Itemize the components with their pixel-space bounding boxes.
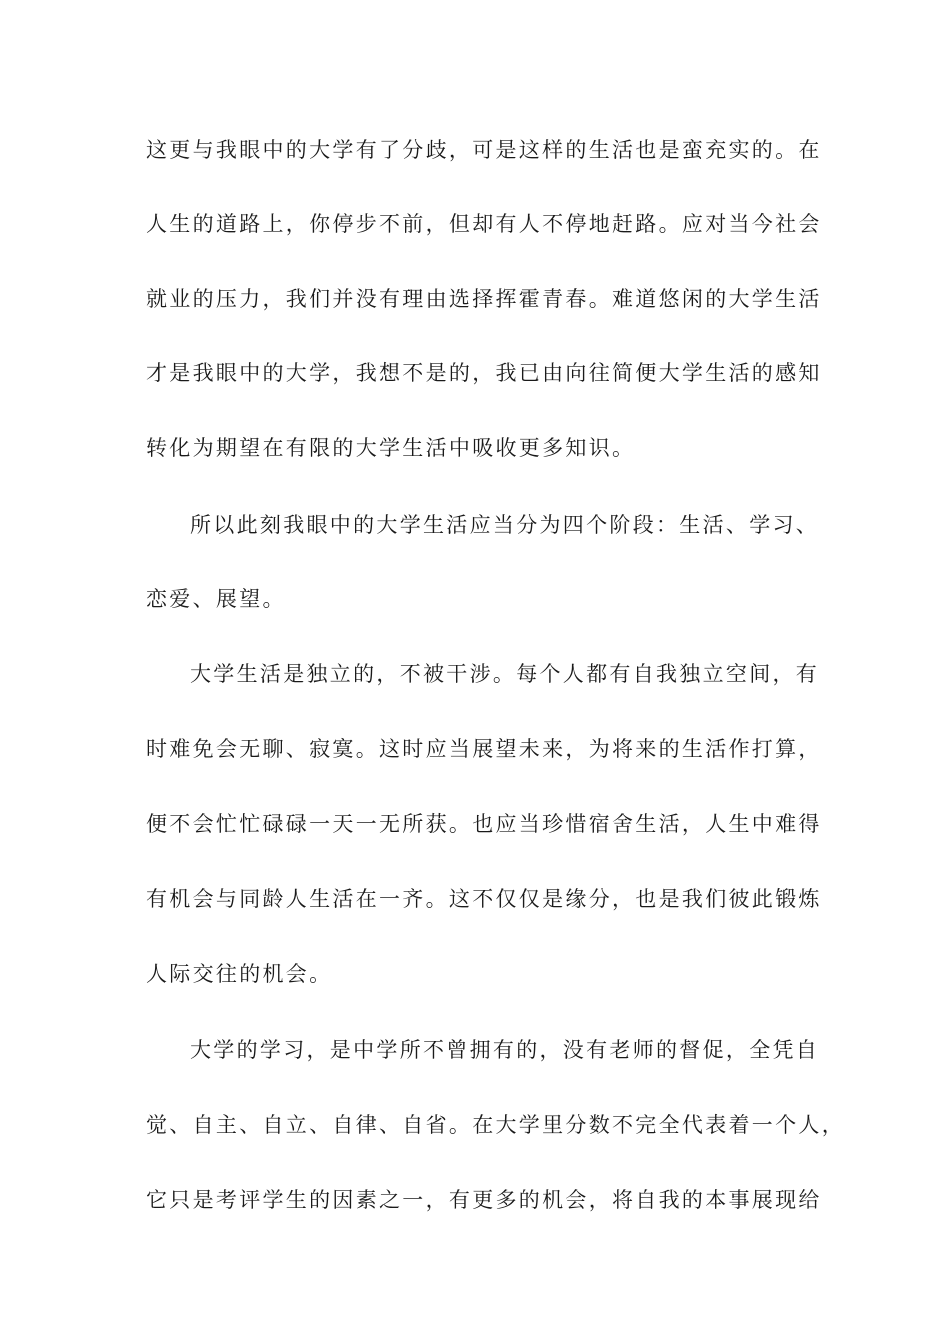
text-line: 才是我眼中的大学，我想不是的，我已由向往简便大学生活的感知 [146,361,822,385]
text-line: 人际交往的机会。 [146,962,333,986]
text-line: 时难免会无聊、寂寞。这时应当展望未来，为将来的生活作打算， [146,737,822,761]
text-line: 便不会忙忙碌碌一天一无所获。也应当珍惜宿舍生活，人生中难得 [146,812,822,836]
text-line: 就业的压力，我们并没有理由选择挥霍青春。难道悠闲的大学生活 [146,287,822,311]
text-line: 恋爱、展望。 [146,587,286,611]
text-line: 转化为期望在有限的大学生活中吸收更多知识。 [146,436,636,460]
text-line: 觉、自主、自立、自律、自省。在大学里分数不完全代表着一个人， [146,1113,845,1137]
paragraph-first-line: 所以此刻我眼中的大学生活应当分为四个阶段：生活、学习、 [190,513,820,537]
text-line: 有机会与同龄人生活在一齐。这不仅仅是缘分，也是我们彼此锻炼 [146,887,822,911]
text-line: 这更与我眼中的大学有了分歧，可是这样的生活也是蛮充实的。在 [146,138,822,162]
text-line: 人生的道路上，你停步不前，但却有人不停地赶路。应对当今社会 [146,212,822,236]
paragraph-first-line: 大学生活是独立的，不被干涉。每个人都有自我独立空间，有 [190,662,820,686]
paragraph-first-line: 大学的学习，是中学所不曾拥有的，没有老师的督促，全凭自 [190,1038,820,1062]
text-line: 它只是考评学生的因素之一，有更多的机会，将自我的本事展现给 [146,1188,822,1212]
